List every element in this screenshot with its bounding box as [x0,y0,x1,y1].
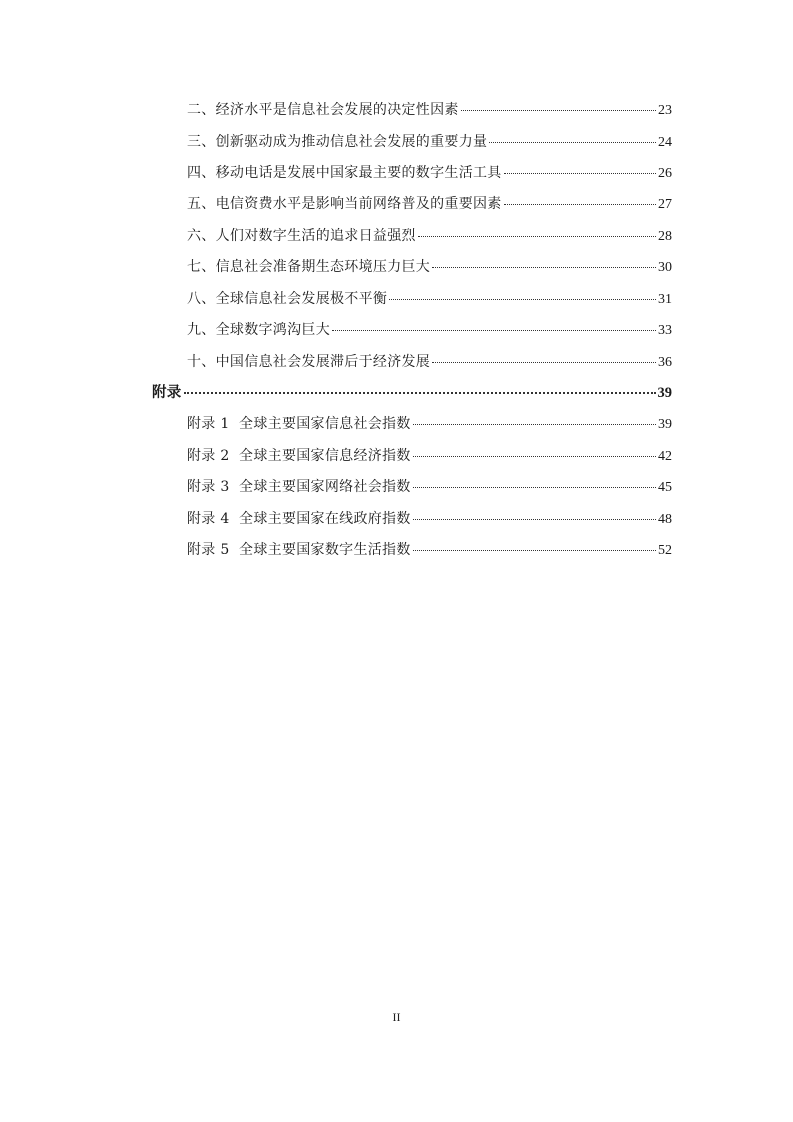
toc-entry-title: 附录 2 全球主要国家信息经济指数 [187,448,411,464]
toc-entry-page: 28 [658,229,672,244]
toc-entry[interactable] [187,194,672,215]
toc-entry-page: 27 [658,197,672,212]
toc-entry-title: 七、信息社会准备期生态环境压力巨大 [187,259,431,275]
toc-entry-title: 三、创新驱动成为推动信息社会发展的重要力量 [187,134,488,150]
toc-entry[interactable] [187,320,672,341]
toc-entry-page: 36 [658,355,672,370]
toc-entry-page: 30 [658,260,672,275]
toc-entry-title: 九、全球数字鸿沟巨大 [187,322,330,338]
toc-entry-title: 六、人们对数字生活的追求日益强烈 [187,228,416,244]
toc-entry[interactable] [187,477,672,498]
toc-entry-title: 附录 3 全球主要国家网络社会指数 [187,479,411,495]
toc-entry-title: 五、电信资费水平是影响当前网络普及的重要因素 [187,196,502,212]
toc-dot-leader [389,299,656,300]
toc-entry-page: 42 [658,449,672,464]
toc-dot-leader [489,142,656,143]
toc-dot-leader [432,267,656,268]
toc-entry[interactable] [187,540,672,561]
toc-dot-leader [413,424,656,425]
toc-entry-page: 31 [658,292,672,307]
toc-entry-title: 附录 [152,384,182,401]
toc-entry-page: 39 [657,385,672,401]
toc-entry-page: 26 [658,166,672,181]
toc-entry-page: 52 [658,543,672,558]
toc-dot-leader [413,456,656,457]
toc-entry-title: 二、经济水平是信息社会发展的决定性因素 [187,102,459,118]
toc-entry-page: 23 [658,103,672,118]
toc-entry-title: 四、移动电话是发展中国家最主要的数字生活工具 [187,165,502,181]
toc-dot-leader [432,362,656,363]
toc-entry[interactable] [187,446,672,467]
toc-dot-leader [413,519,656,520]
toc-chapter-entry[interactable] [152,383,672,403]
toc-dot-leader [504,204,656,205]
toc-dot-leader [418,236,656,237]
toc-dot-leader [413,487,656,488]
toc-dot-leader [504,173,656,174]
toc-dot-leader [413,550,656,551]
toc-entry[interactable] [187,226,672,247]
toc-entry-title: 十、中国信息社会发展滞后于经济发展 [187,354,431,370]
toc-entry-page: 39 [658,417,672,432]
toc-entry-page: 24 [658,135,672,150]
toc-entry-page: 45 [658,480,672,495]
toc-entry-title: 八、全球信息社会发展极不平衡 [187,291,388,307]
toc-dot-leader [332,330,656,331]
toc-entry[interactable] [187,414,672,435]
page-number: II [392,1010,401,1024]
toc-dot-leader [184,392,656,394]
toc-entry-page: 33 [658,323,672,338]
toc-entry-title: 附录 5 全球主要国家数字生活指数 [187,542,411,558]
toc-entry[interactable] [187,509,672,530]
toc-entry[interactable] [187,132,672,153]
toc-dot-leader [461,110,656,111]
toc-entry[interactable] [187,289,672,310]
toc-entry[interactable] [187,257,672,278]
toc-entry-title: 附录 4 全球主要国家在线政府指数 [187,511,411,527]
toc-entry-page: 48 [658,512,672,527]
toc-entry[interactable] [187,100,672,121]
toc-entry-title: 附录 1 全球主要国家信息社会指数 [187,416,411,432]
toc-entry[interactable] [187,163,672,184]
toc-entry[interactable] [187,352,672,373]
